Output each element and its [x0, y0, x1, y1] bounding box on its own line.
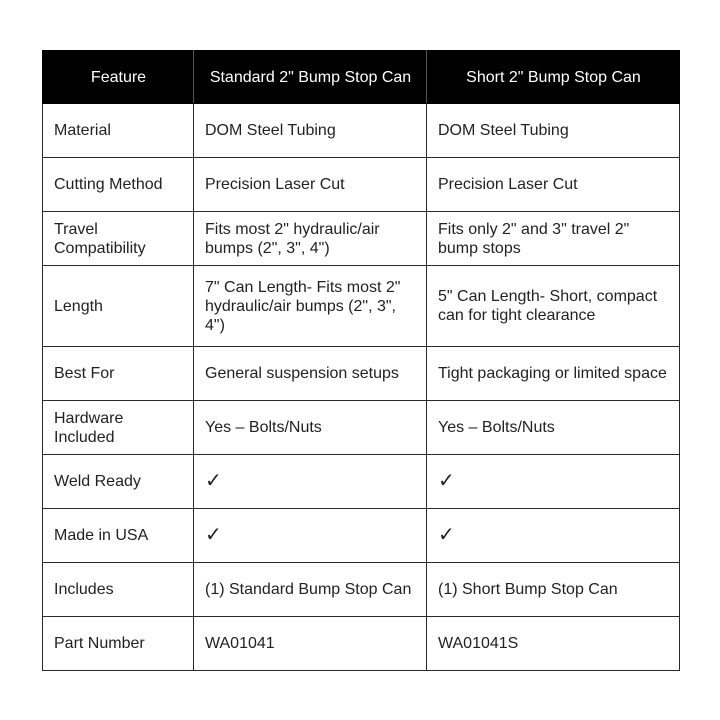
check-icon: ✓ [427, 509, 680, 563]
standard-cell: Precision Laser Cut [194, 158, 427, 212]
check-icon: ✓ [427, 455, 680, 509]
table-body [43, 104, 680, 671]
standard-cell: 7" Can Length- Fits most 2" hydraulic/air bumps (2", 3", 4") [194, 266, 427, 347]
standard-cell: DOM Steel Tubing [194, 104, 427, 158]
header-short: Short 2" Bump Stop Can [427, 51, 680, 104]
table-row [43, 563, 680, 617]
header-row [43, 51, 680, 104]
table-row [43, 212, 680, 266]
short-cell: Yes – Bolts/Nuts [427, 401, 680, 455]
standard-cell: Yes – Bolts/Nuts [194, 401, 427, 455]
short-cell: (1) Short Bump Stop Can [427, 563, 680, 617]
table-row [43, 347, 680, 401]
table-row [43, 617, 680, 671]
standard-cell: (1) Standard Bump Stop Can [194, 563, 427, 617]
feature-cell: Cutting Method [43, 158, 194, 212]
table-row [43, 158, 680, 212]
standard-cell: General suspension setups [194, 347, 427, 401]
feature-cell: Length [43, 266, 194, 347]
short-cell: DOM Steel Tubing [427, 104, 680, 158]
table-row [43, 104, 680, 158]
header-standard: Standard 2" Bump Stop Can [194, 51, 427, 104]
table-row [43, 401, 680, 455]
feature-cell: Hardware Included [43, 401, 194, 455]
short-cell: Fits only 2" and 3" travel 2" bump stops [427, 212, 680, 266]
short-cell: WA01041S [427, 617, 680, 671]
short-cell: 5" Can Length- Short, compact can for tight clearance [427, 266, 680, 347]
feature-cell: Best For [43, 347, 194, 401]
check-icon: ✓ [194, 509, 427, 563]
feature-cell: Made in USA [43, 509, 194, 563]
feature-cell: Material [43, 104, 194, 158]
table-row [43, 266, 680, 347]
standard-cell: Fits most 2" hydraulic/air bumps (2", 3", 4") [194, 212, 427, 266]
feature-cell: Travel Compatibility [43, 212, 194, 266]
table-row [43, 455, 680, 509]
comparison-table [42, 50, 680, 671]
check-icon: ✓ [194, 455, 427, 509]
standard-cell: WA01041 [194, 617, 427, 671]
feature-cell: Includes [43, 563, 194, 617]
feature-cell: Weld Ready [43, 455, 194, 509]
header-feature: Feature [43, 51, 194, 104]
feature-cell: Part Number [43, 617, 194, 671]
short-cell: Tight packaging or limited space [427, 347, 680, 401]
short-cell: Precision Laser Cut [427, 158, 680, 212]
table-row [43, 509, 680, 563]
